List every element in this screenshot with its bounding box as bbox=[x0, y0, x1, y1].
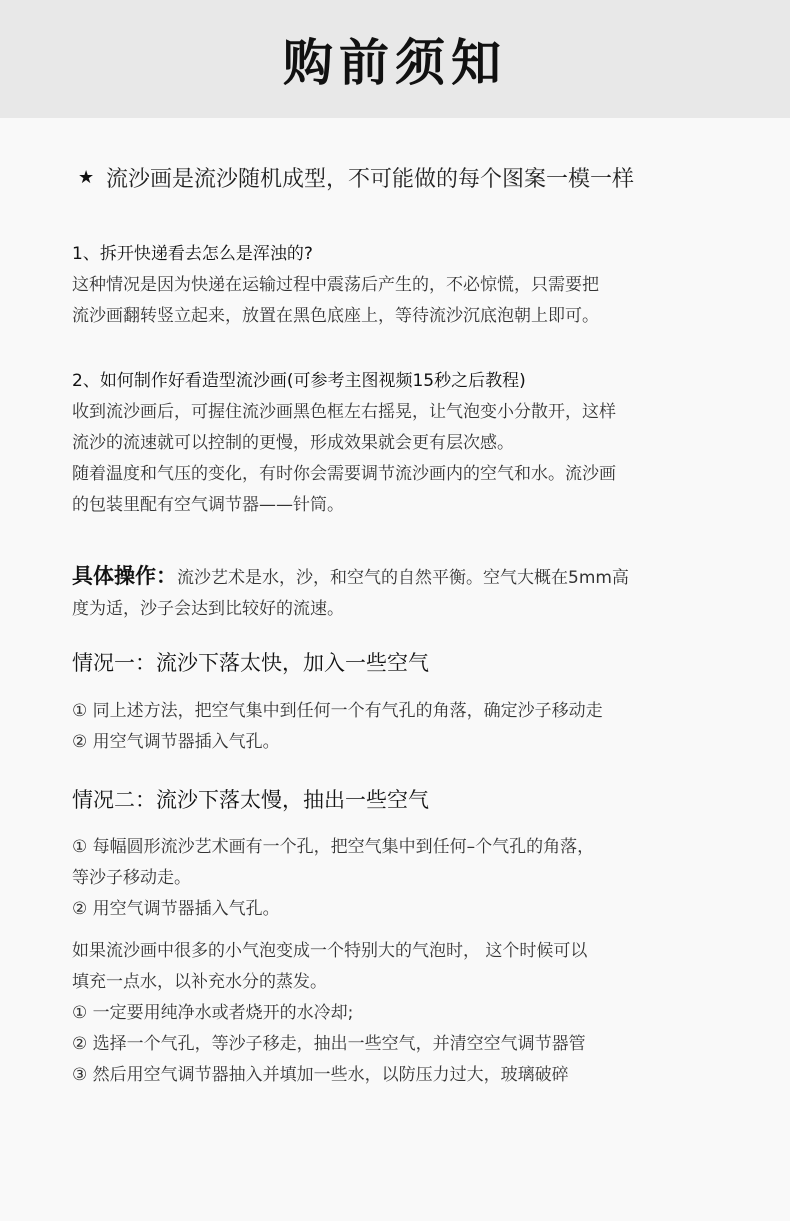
operation-line-1 bbox=[72, 561, 744, 594]
operation bbox=[72, 561, 744, 625]
page-header bbox=[0, 0, 790, 118]
section-2-line: 的包装里配有空气调节器——针筒。 bbox=[72, 495, 344, 515]
section-1-question: 1、拆开快递看去怎么是浑浊的? bbox=[72, 244, 313, 264]
case-1-title: 情况一：流沙下落太快，加入一些空气 bbox=[72, 651, 429, 675]
section-2 bbox=[72, 366, 744, 521]
bubble-line: ① 一定要用纯净水或者烧开的水冷却; bbox=[72, 1003, 354, 1023]
section-2-line: 收到流沙画后，可握住流沙画黑色框左右摇晃，让气泡变小分散开，这样 bbox=[72, 402, 616, 422]
case-2 bbox=[72, 785, 744, 925]
bubble-line: ③ 然后用空气调节器抽入并填加一些水，以防压力过大，玻璃破碎 bbox=[72, 1065, 569, 1085]
section-1 bbox=[72, 239, 744, 332]
case-2-title: 情况二：流沙下落太慢，抽出一些空气 bbox=[72, 788, 429, 812]
notice-text: 流沙画是流沙随机成型，不可能做的每个图案一模一样 bbox=[106, 167, 635, 192]
case-1-line: ① 同上述方法，把空气集中到任何一个有气孔的角落，确定沙子移动走 bbox=[72, 701, 603, 721]
bubble-section bbox=[72, 936, 744, 1091]
section-2-line: 随着温度和气压的变化，有时你会需要调节流沙画内的空气和水。流沙画 bbox=[72, 464, 616, 484]
bubble-line: 如果流沙画中很多的小气泡变成一个特别大的气泡时， 这个时候可以 bbox=[72, 941, 588, 961]
bubble-line: 填充一点水，以补充水分的蒸发。 bbox=[72, 972, 327, 992]
section-2-line: 流沙的流速就可以控制的更慢，形成效果就会更有层次感。 bbox=[72, 433, 514, 453]
case-2-line: 等沙子移动走。 bbox=[72, 868, 191, 888]
operation-text: 流沙艺术是水，沙，和空气的自然平衡。空气大概在5mm高 bbox=[177, 568, 629, 588]
case-1 bbox=[72, 648, 744, 758]
star-icon: ★ bbox=[78, 167, 95, 188]
case-1-line: ② 用空气调节器插入气孔。 bbox=[72, 732, 280, 752]
section-1-line: 流沙画翻转竖立起来，放置在黑色底座上，等待流沙沉底泡朝上即可。 bbox=[72, 306, 599, 326]
case-2-line: ① 每幅圆形流沙艺术画有一个孔，把空气集中到任何–个气孔的角落， bbox=[72, 837, 595, 857]
bubble-line: ② 选择一个气孔，等沙子移走，抽出一些空气，并清空空气调节器管 bbox=[72, 1034, 586, 1054]
case-2-line: ② 用空气调节器插入气孔。 bbox=[72, 899, 280, 919]
notice bbox=[78, 162, 634, 193]
operation-line-2: 度为适，沙子会达到比较好的流速。 bbox=[72, 599, 344, 619]
section-2-question: 2、如何制作好看造型流沙画(可参考主图视频15秒之后教程) bbox=[72, 371, 526, 391]
page-title: 购前须知 bbox=[283, 34, 507, 92]
section-1-line: 这种情况是因为快递在运输过程中震荡后产生的，不必惊慌，只需要把 bbox=[72, 275, 599, 295]
operation-label: 具体操作： bbox=[72, 564, 177, 588]
